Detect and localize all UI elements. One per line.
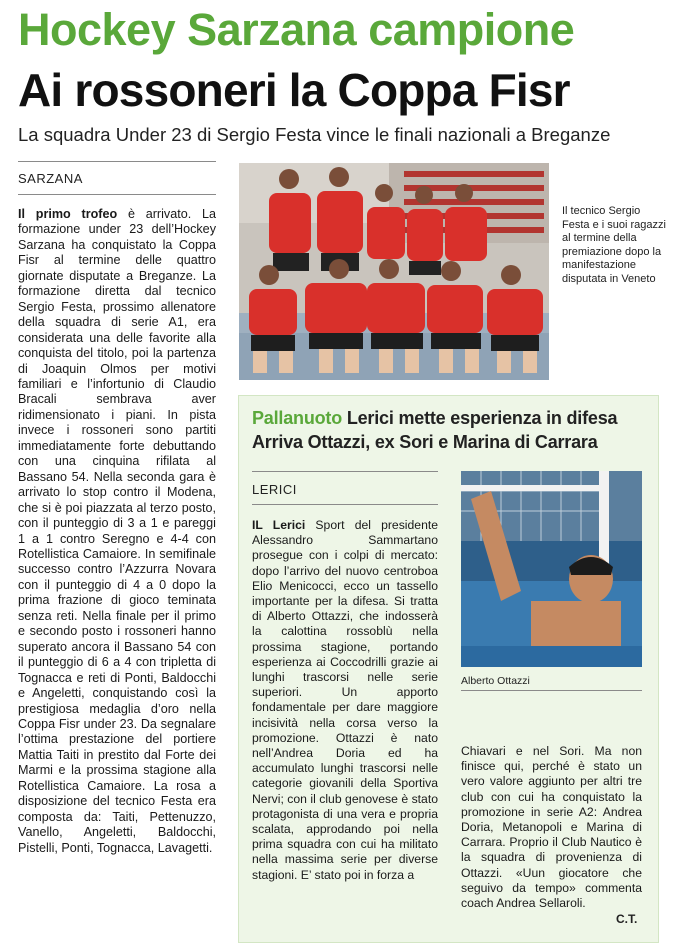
column-rule bbox=[252, 504, 438, 505]
column-rule bbox=[461, 690, 642, 691]
sidebar-headline-2: Arriva Ottazzi, ex Sori e Marina di Carrara bbox=[252, 432, 598, 452]
team-photo bbox=[239, 163, 549, 380]
column-rule bbox=[252, 471, 438, 472]
player-photo bbox=[461, 471, 642, 667]
player-photo-caption: Alberto Ottazzi bbox=[461, 675, 530, 687]
sidebar-headline-1-text: Lerici mette esperienza in difesa bbox=[346, 408, 618, 428]
sidebar-kicker: Pallanuoto bbox=[252, 408, 343, 428]
author-signature: C.T. bbox=[616, 912, 638, 926]
sidebar-body-col2: Chiavari e nel Sori. Ma non finisce qui, perché è stato un vero valore aggiunto per altri tre club con cui ha conquistato la promozione in serie A2: Andrea Doria, Metanopoli e Marina di Carrara. Proprio il Club Nautico è la squadra di provenienza di Ottazzi. «Uun giocatore che seguivo da tempo» commenta coach Andrea Sellaroli. bbox=[461, 744, 642, 911]
team-photo-caption: Il tecnico Sergio Festa e i suoi ragazzi al termine della premiazione dopo la manifestazione disputata in Veneto bbox=[562, 205, 666, 285]
article-subhead: La squadra Under 23 di Sergio Festa vince le finali nazionali a Breganze bbox=[18, 124, 611, 145]
sidebar-lead-bold: IL Lerici bbox=[252, 518, 306, 532]
article-headline: Ai rossoneri la Coppa Fisr bbox=[18, 64, 570, 116]
sidebar-body-col1 bbox=[252, 518, 438, 883]
sidebar-body-text-1: Sport del presidente Alessandro Sammartano prosegue con i colpi di mercato: dopo l’arrivo del nuovo centroboa Elio Menicocci, ecco un tassello importante per la difesa. Si tratta di Alberto Ottazzi, che indosserà la calottina rossoblù nella prossima stagione, portando esperienza ai Coccodrilli grazie ai lunghi trascorsi nelle serie superiori. Un apporto fondamentale per dare maggiore incisività nella corsa verso la promozione. Ottazzi è nato nell’Andrea Doria ed ha accumulato lunghi trascorsi nelle categorie giovanili della Sportiva Nervi; con il club genovese è stato protagonista di una vera e propria scalata, approdando poi nella prima squadra con cui ha militato nella massima serie per diverse stagioni. E’ stato poi in forza a bbox=[252, 518, 439, 882]
article-dateline: SARZANA bbox=[18, 171, 83, 186]
sidebar-headline-1 bbox=[252, 408, 617, 429]
column-rule bbox=[18, 194, 216, 195]
article-body-text: è arrivato. La formazione under 23 dell’Hockey Sarzana ha conquistato la Coppa Fisr al termine delle quattro giornate disputate a Breganze. La formazione diretta dal tecnico Sergio Festa, prossimo allenatore della squadra di serie A1, era considerata una delle favorite alla conquista del titolo, poi la partenza di Joaquin Olmos per motivi familiari e l’infortunio di Claudio Bracali sembrava aver ridimensionato i piani. In pista invece i rossoneri sono partiti immediatamente forte debuttando con una cinquina rifilata al Bassano 54. Nella seconda gara è arrivato lo stop contro il Modena, che si è poi piazzata al terzo posto, con il punteggio di 3 a 1 e pareggi 1 a 1 contro Seregno e 4-4 con Rotellistica Camaiore. In semifinale successo contro l’Azzurra Novara con il punteggio di 4 a 0 dopo la prima frazione di gioco teminata senza reti. Nella finale per il primo e secondo posto i rossoneri hanno superato ancora il Bassano 54 con il punteggio di 6 a 4 con tripletta di Tognacca e reti di Ponti, Baldocchi e Angeletti, conquistando così la prestigiosa medaglia d’oro nella Coppa Fisr under 23. Da segnalare l’ottima prestazione del portiere Mattia Taiti in prestito dal Forte dei Marmi e la prossima stagione alla Rotellistica Camaiore. La rosa a disposizione del tecnico Festa era composta da: Taiti, Pettenuzzo, Vanello, Angeletti, Baldocchi, Pistelli, Ponti, Tognacca, Lavagetti. bbox=[18, 207, 216, 855]
article-kicker: Hockey Sarzana campione bbox=[18, 4, 575, 55]
article-lead-bold: Il primo trofeo bbox=[18, 207, 118, 221]
column-rule bbox=[18, 161, 216, 162]
article-body bbox=[18, 207, 216, 856]
sidebar-dateline: LERICI bbox=[252, 482, 297, 497]
